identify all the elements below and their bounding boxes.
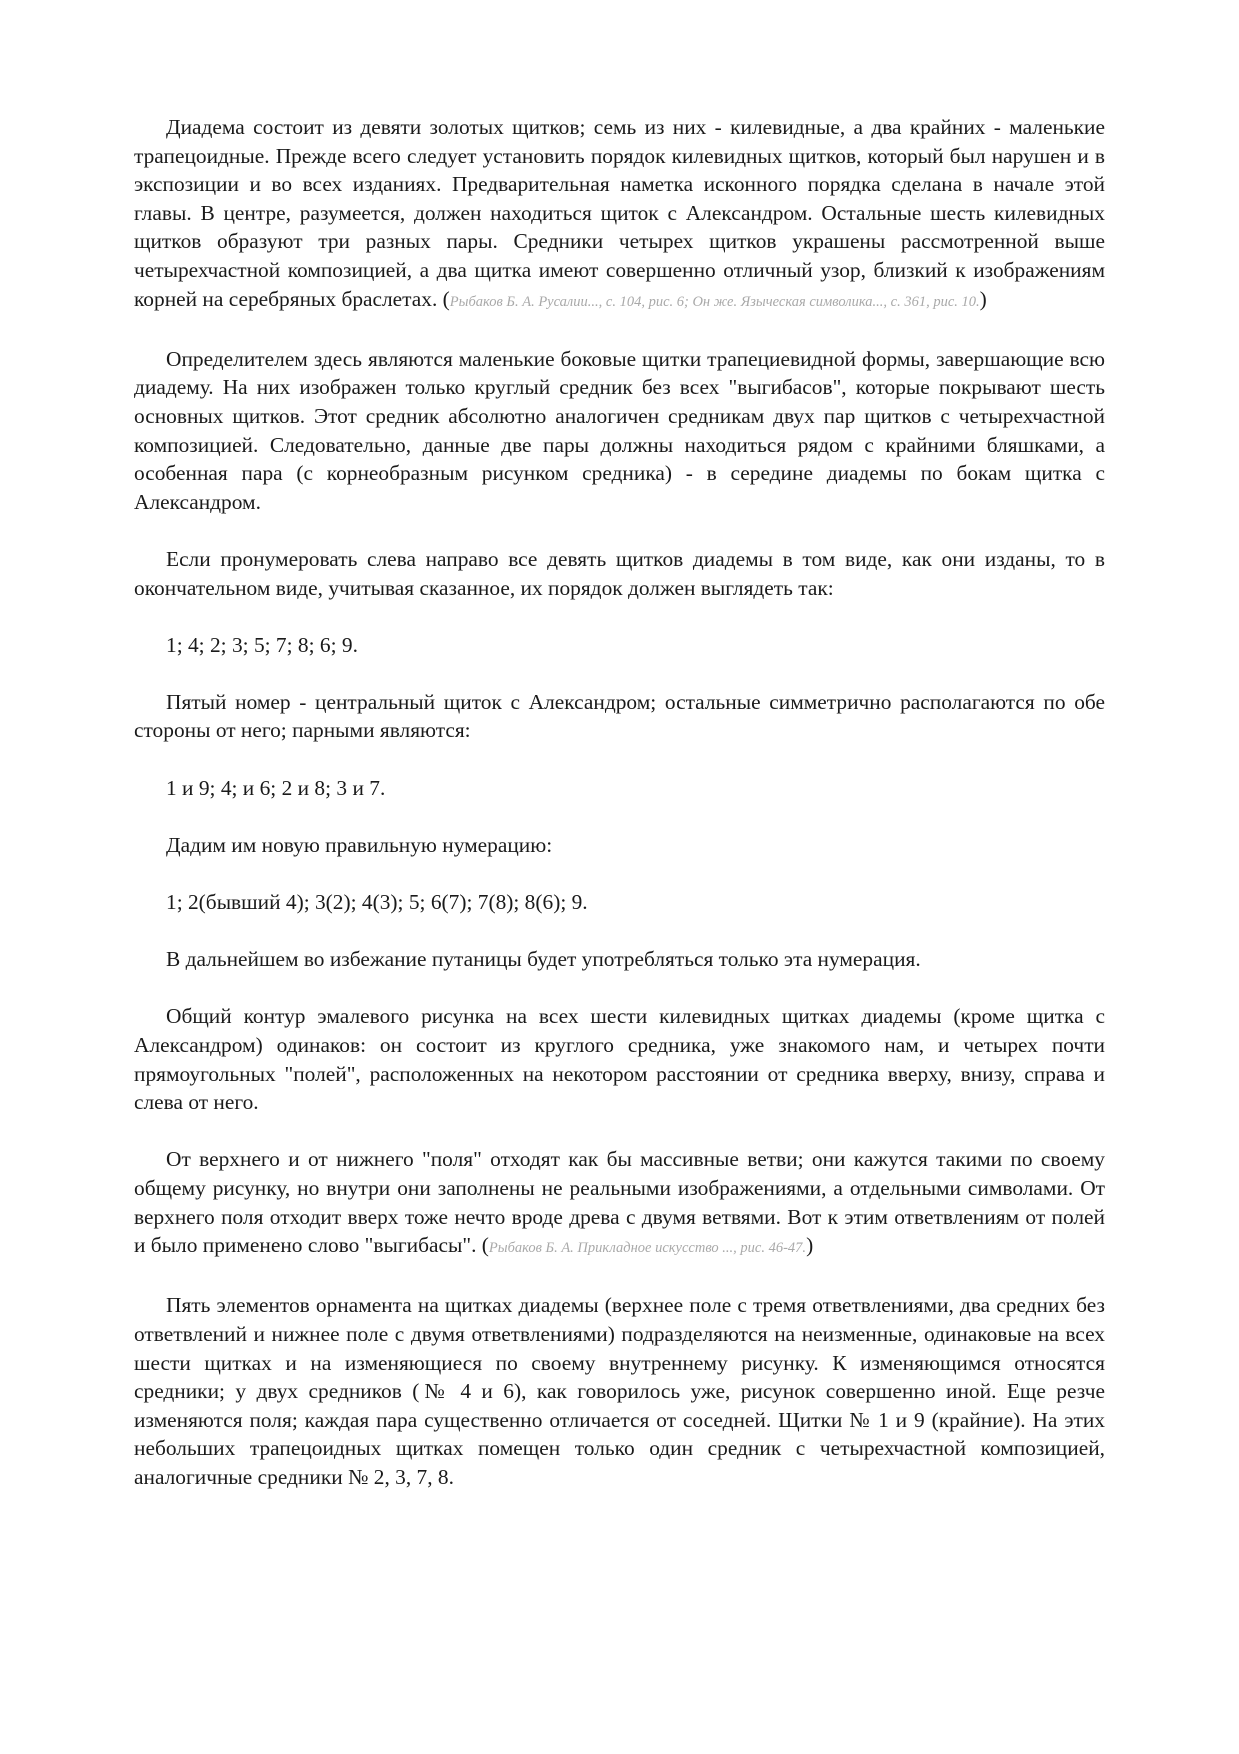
document-page (134, 113, 1105, 1492)
paragraph-branches: От верхнего и от нижнего "поля" отходят как бы массивные ветви; они кажутся такими по своему общему рисунку, но внутри они заполнены не реальными изображениями, а отдельными символами. От верхнего поля отходит вверх тоже нечто вроде древа с двумя ветвями. Вот к этим ответвлениям от полей и было применено слово "выгибасы". (Рыбаков Б. А. Прикладное искусство ..., рис. 46-47.) (134, 1147, 1105, 1258)
paragraph-text: Пятый номер - центральный щиток с Александром; остальные симметрично располагаются по обе стороны от него; парными являются: (134, 689, 1105, 743)
paragraph-ornament-elements (134, 1291, 1105, 1491)
citation-reference: Рыбаков Б. А. Русалии..., с. 104, рис. 6; Он же. Языческая символика..., с. 361, рис. 10. (449, 293, 980, 310)
paragraph-numbering-note (134, 945, 1105, 974)
paragraph-text: Дадим им новую правильную нумерацию: (166, 832, 553, 857)
paragraph-text: Общий контур эмалевого рисунка на всех шести килевидных щитках диадемы (кроме щитка с Александром) одинаков: он состоит из круглого средника, уже знакомого нам, и четырех почти прямоугольных "полей", расположенных на некотором расстоянии от средника вверху, внизу, справа и слева от него. (134, 1004, 1105, 1115)
paragraph-text: В дальнейшем во избежание путаницы будет употребляться только эта нумерация. (166, 947, 921, 972)
paragraph-order-sequence (134, 631, 1105, 660)
paragraph-fifth-center (134, 688, 1105, 745)
paragraph-diadem-composition: Диадема состоит из девяти золотых щитков; семь из них - килевидные, а два крайних - маленькие трапецоидные. Прежде всего следует установить порядок килевидных щитков, который был нарушен и в экспозиции и во всех изданиях. Предварительная наметка исконного порядка сделана в начале этой главы. В центре, разумеется, должен находиться щиток с Александром. Остальные шесть килевидных щитков образуют три разных пары. Средники четырех щитков украшены рассмотренной выше четырехчастной композицией, а два щитка имеют совершенно отличный узор, близкий к изображениям корней на серебряных браслетах. (Рыбаков Б. А. Русалии..., с. 104, рис. 6; Он же. Языческая символика..., с. 361, рис. 10.) (134, 115, 1105, 311)
paragraph-text: Определителем здесь являются маленькие боковые щитки трапециевидной формы, завершающие всю диадему. На них изображен только круглый средник без всех "выгибасов", которые покрывают шесть основных щитков. Этот средник абсолютно аналогичен средникам двух пар щитков с четырехчастной композицией. Следовательно, данные две пары должны находиться рядом с крайними бляшками, а особенная пара (с корнеобразным рисунком средника) - в середине диадемы по бокам щитка с Александром. (134, 346, 1105, 514)
paragraph-text: Пять элементов орнамента на щитках диадемы (верхнее поле с тремя ответвлениями, два средних без ответвлений и нижнее поле с двумя ответвлениями) подразделяются на неизменные, одинаковые на всех шести щитках и на изменяющиеся по своему внутреннему рисунку. К изменяющимся относятся средники; у двух средников (№ 4 и 6), как говорилось уже, рисунок совершенно иной. Еще резче изменяются поля; каждая пара существенно отличается от соседней. Щитки № 1 и 9 (крайние). На этих небольших трапецоидных щитках помещен только один средник с четырехчастной композицией, аналогичные средники № 2, 3, 7, 8. (134, 1293, 1105, 1489)
paragraph-text: Диадема состоит из девяти золотых щитков; семь из них - килевидные, а два крайних - маленькие трапецоидные. Прежде всего следует установить порядок килевидных щитков, который был нарушен и в экспозиции и во всех изданиях. Предварительная наметка исконного порядка сделана в начале этой главы. В центре, разумеется, должен находиться щиток с Александром. Остальные шесть килевидных щитков образуют три разных пары. Средники четырех щитков украшены рассмотренной выше четырехчастной композицией, а два щитка имеют совершенно отличный узор, близкий к изображениям корней на серебряных браслетах. (134, 115, 1105, 311)
paragraph-determinant (134, 345, 1105, 517)
paragraph-text: Если пронумеровать слева направо все девять щитков диадемы в том виде, как они изданы, то в окончательном виде, учитывая сказанное, их порядок должен выглядеть так: (134, 546, 1105, 600)
paragraph-new-numbering (134, 888, 1105, 917)
paragraph-text: 1; 4; 2; 3; 5; 7; 8; 6; 9. (166, 632, 358, 657)
paragraph-new-numbering-intro (134, 831, 1105, 860)
paragraph-text: 1; 2(бывший 4); 3(2); 4(3); 5; 6(7); 7(8); 8(6); 9. (166, 890, 588, 915)
paragraph-pairs (134, 774, 1105, 803)
paragraph-text: 1 и 9; 4; и 6; 2 и 8; 3 и 7. (166, 775, 386, 800)
paragraph-enamel-contour (134, 1002, 1105, 1116)
citation-reference: Рыбаков Б. А. Прикладное искусство ..., рис. 46-47. (488, 1240, 807, 1257)
paragraph-numbering-intro (134, 545, 1105, 602)
paragraph-text: От верхнего и от нижнего "поля" отходят как бы массивные ветви; они кажутся такими по своему общему рисунку, но внутри они заполнены не реальными изображениями, а отдельными символами. От верхнего поля отходит вверх тоже нечто вроде древа с двумя ветвями. Вот к этим ответвлениям от полей и было применено слово "выгибасы". (134, 1147, 1105, 1258)
